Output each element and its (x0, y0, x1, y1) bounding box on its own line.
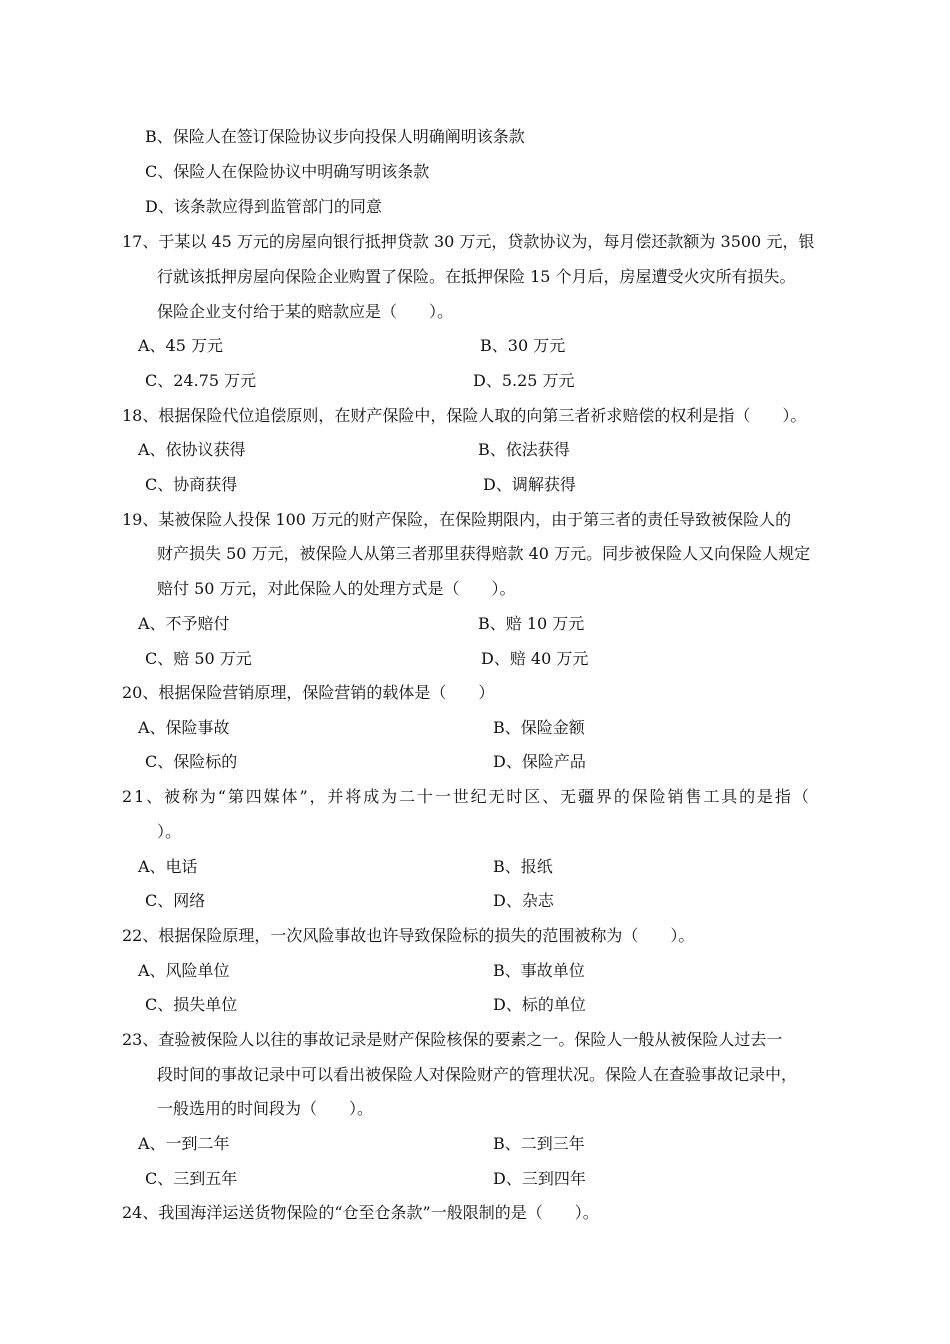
q17-stem-line3: 保险企业支付给于某的赔款应是（ ）。 (157, 302, 454, 321)
q21-stem-line1: 21、被称为“第四媒体”，并将成为二十一世纪无时区、无疆界的保险销售工具的是指（ (122, 787, 811, 806)
q18-option-c: C、协商获得 (145, 475, 238, 494)
q17-option-a: A、45 万元 (138, 336, 224, 355)
q23-stem-line2: 段时间的事故记录中可以看出被保险人对保险财产的管理状况。保险人在查验事故记录中， (157, 1065, 798, 1084)
q19-stem-line3: 赔付 50 万元，对此保险人的处理方式是（ ）。 (157, 579, 516, 598)
q23-option-b: B、二到三年 (493, 1134, 585, 1153)
q22-option-a: A、风险单位 (138, 961, 230, 980)
q20-option-b: B、保险金额 (493, 718, 585, 737)
q20-option-a: A、保险事故 (138, 718, 230, 737)
q16-option-d: D、该条款应得到监管部门的同意 (145, 197, 382, 216)
q19-option-d: D、赔 40 万元 (481, 649, 589, 668)
q19-stem-line1: 19、某被保险人投保 100 万元的财产保险，在保险期限内，由于第三者的责任导致被保险人的 (122, 510, 792, 529)
q24-stem-line1: 24、我国海洋运送货物保险的“仓至仓条款”一般限制的是（ ）。 (122, 1203, 599, 1222)
q21-stem-line2: ）。 (157, 822, 182, 841)
q18-option-a: A、依协议获得 (138, 440, 246, 459)
q23-option-c: C、三到五年 (145, 1169, 238, 1188)
q21-option-d: D、杂志 (493, 891, 554, 910)
q22-option-c: C、损失单位 (145, 995, 238, 1014)
q19-option-c: C、赔 50 万元 (145, 649, 252, 668)
q21-option-b: B、报纸 (493, 857, 553, 876)
q20-stem-line1: 20、根据保险营销原理，保险营销的载体是（ ） (122, 683, 495, 702)
q23-stem-line1: 23、查验被保险人以往的事故记录是财产保险核保的要素之一。保险人一般从被保险人过去一 (122, 1030, 783, 1049)
q17-stem-line1: 17、于某以 45 万元的房屋向银行抵押贷款 30 万元，贷款协议为，每月偿还款额为 3500 元，银 (122, 232, 815, 251)
q22-option-d: D、标的单位 (493, 995, 586, 1014)
q17-option-c: C、24.75 万元 (145, 371, 257, 390)
q18-stem-line1: 18、根据保险代位追偿原则，在财产保险中，保险人取的向第三者祈求赔偿的权利是指（ ）。 (122, 406, 807, 425)
q17-stem-line2: 行就该抵押房屋向保险企业购置了保险。在抵押保险 15 个月后，房屋遭受火灾所有损失。 (157, 267, 796, 286)
q22-option-b: B、事故单位 (493, 961, 585, 980)
q21-option-a: A、电话 (138, 857, 198, 876)
q18-option-b: B、依法获得 (478, 440, 570, 459)
q17-option-b: B、30 万元 (480, 336, 566, 355)
q20-option-c: C、保险标的 (145, 752, 238, 771)
q23-option-a: A、一到二年 (138, 1134, 230, 1153)
q21-option-c: C、网络 (145, 891, 206, 910)
q20-option-d: D、保险产品 (493, 752, 586, 771)
q16-option-c: C、保险人在保险协议中明确写明该条款 (145, 162, 430, 181)
q23-stem-line3: 一般选用的时间段为（ ）。 (157, 1099, 374, 1118)
q18-option-d: D、调解获得 (483, 475, 576, 494)
q19-option-b: B、赔 10 万元 (478, 614, 585, 633)
q17-option-d: D、5.25 万元 (473, 371, 575, 390)
q22-stem-line1: 22、根据保险原理，一次风险事故也许导致保险标的损失的范围被称为（ ）。 (122, 926, 695, 945)
q19-option-a: A、不予赔付 (138, 614, 230, 633)
q19-stem-line2: 财产损失 50 万元，被保险人从第三者那里获得赔款 40 万元。同步被保险人又向保险人规定 (157, 544, 811, 563)
q23-option-d: D、三到四年 (493, 1169, 586, 1188)
q16-option-b: B、保险人在签订保险协议步向投保人明确阐明该条款 (145, 127, 525, 146)
